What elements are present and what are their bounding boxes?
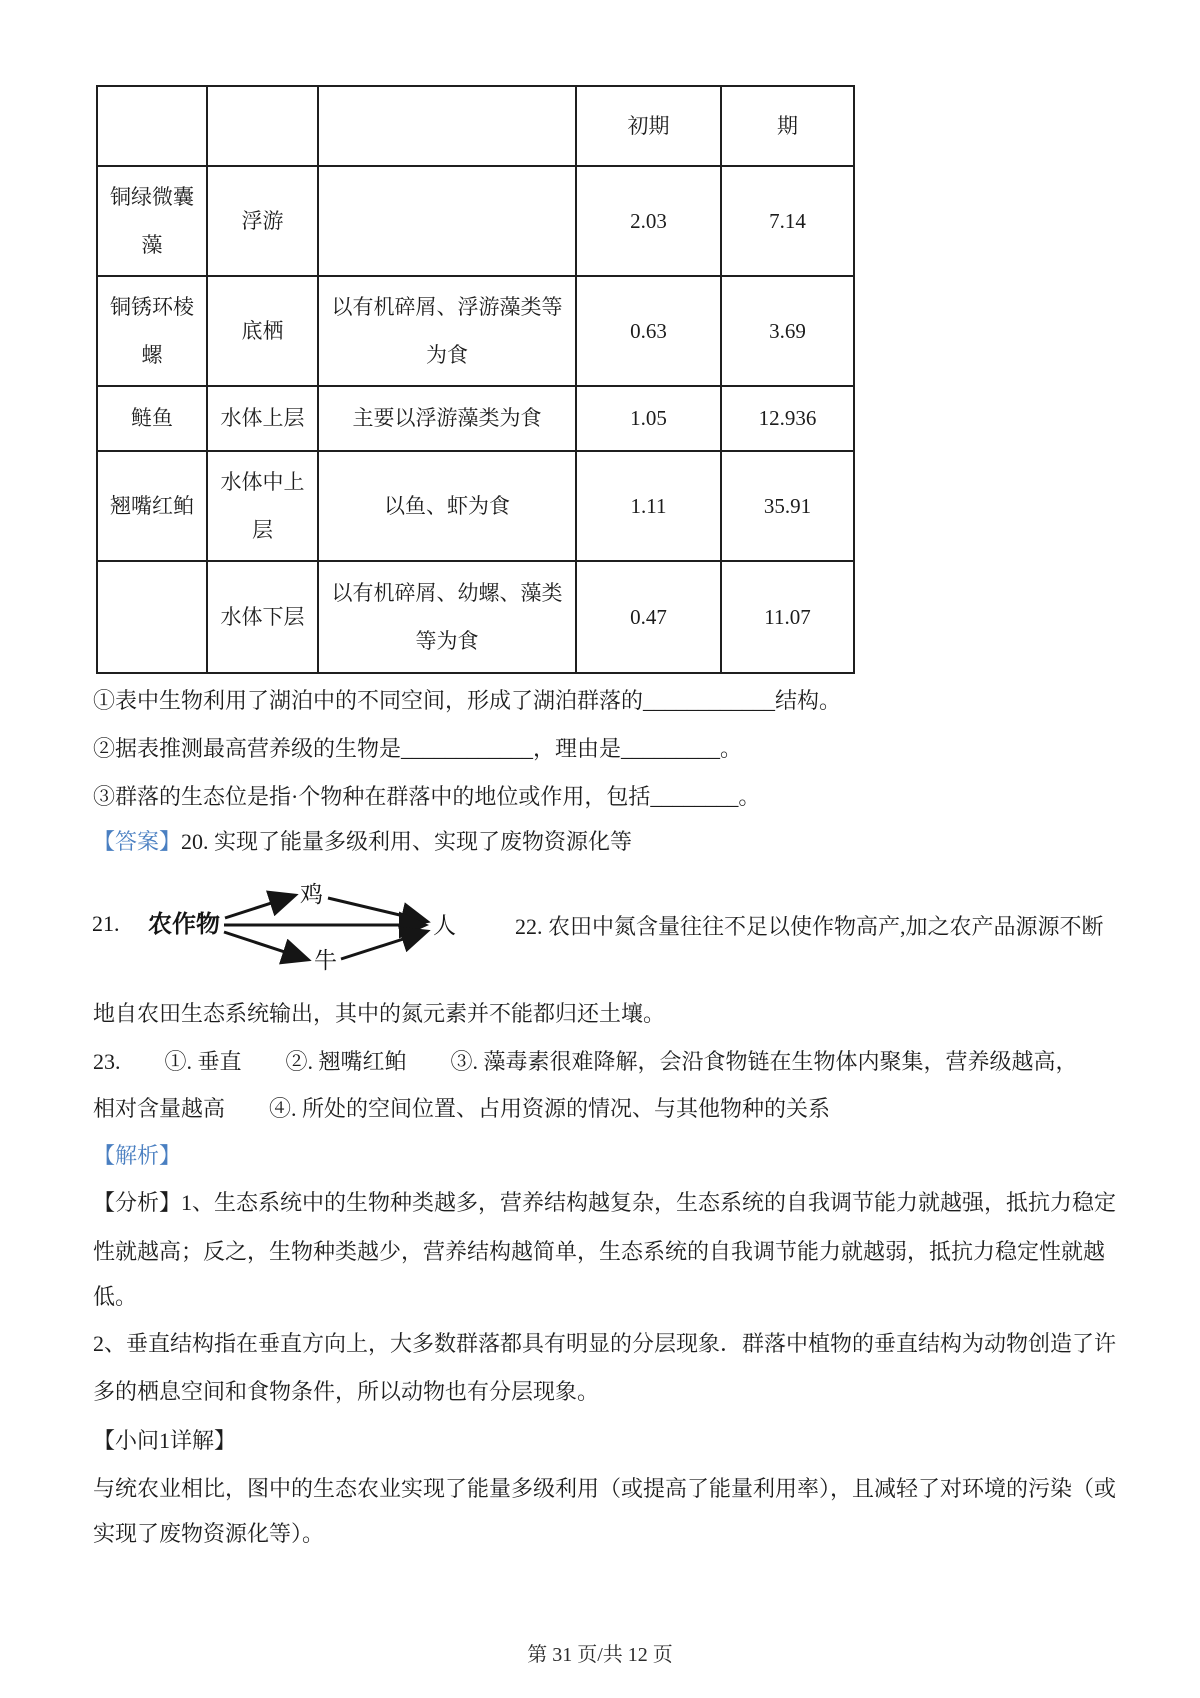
- table-row: [97, 276, 854, 386]
- answer-22-line1: 22. 农田中氮含量往往不足以使作物高产,加之农产品源源不断: [515, 914, 1104, 939]
- arrow-cattle-to-person: [341, 932, 425, 959]
- diagram-node-crop: 农作物: [148, 912, 220, 938]
- table-cell: 1.05: [576, 386, 721, 451]
- table-cell: 2.03: [576, 166, 721, 276]
- table-cell: 7.14: [721, 166, 854, 276]
- answer-20-line: [93, 827, 632, 857]
- table-row: [97, 451, 854, 561]
- table-cell: 水体中上层: [207, 451, 318, 561]
- table-cell: 以有机碎屑、幼螺、藻类等为食: [318, 561, 576, 673]
- arrow-crop-to-chicken: [225, 896, 293, 918]
- table-cell: 12.936: [721, 386, 854, 451]
- answer-23-line2: 相对含量越高 ④. 所处的空间位置、占用资源的情况、与其他物种的关系: [93, 1096, 831, 1121]
- table-cell: 水体下层: [207, 561, 318, 673]
- table-row: [97, 166, 854, 276]
- table-cell: 0.47: [576, 561, 721, 673]
- answer-22-line2: 地自农田生态系统输出，其中的氮元素并不能都归还土壤。: [93, 1001, 666, 1026]
- table-cell: 鲢鱼: [97, 386, 207, 451]
- table-cell: 3.69: [721, 276, 854, 386]
- subquestion1-detail-line2: 实现了废物资源化等）。: [93, 1521, 325, 1546]
- arrow-chicken-to-person: [328, 898, 425, 921]
- table-header-cell: [207, 86, 318, 166]
- table-cell: 翘嘴红鲌: [97, 451, 207, 561]
- table-cell: 以鱼、虾为食: [318, 451, 576, 561]
- species-table: [96, 85, 855, 674]
- analysis-line-2: 性就越高；反之，生物种类越少，营养结构越简单，生态系统的自我调节能力就越弱，抵抗力稳定性就越: [93, 1239, 1106, 1264]
- question-blank-3: ③群落的生态位是指·个物种在群落中的地位或作用，包括________。: [93, 784, 761, 809]
- table-cell: 11.07: [721, 561, 854, 673]
- table-header-cell: 期: [721, 86, 854, 166]
- foodweb-diagram: [90, 868, 510, 988]
- table-cell: [97, 561, 207, 673]
- analysis-line-1: 【分析】1、生态系统中的生物种类越多，营养结构越复杂，生态系统的自我调节能力就越强，抵抗力稳定: [93, 1190, 1117, 1215]
- question-blank-1: ①表中生物利用了湖泊中的不同空间，形成了湖泊群落的____________结构。: [93, 688, 842, 713]
- table-cell: 铜锈环棱螺: [97, 276, 207, 386]
- subquestion1-detail-label: 【小问1详解】: [93, 1428, 237, 1453]
- table-cell: 水体上层: [207, 386, 318, 451]
- subquestion1-detail-line1: 与统农业相比，图中的生态农业实现了能量多级利用（或提高了能量利用率），且减轻了对环境的污染（或: [93, 1476, 1117, 1501]
- analysis-label: 【解析】: [93, 1143, 182, 1168]
- table-header-cell: [318, 86, 576, 166]
- table-cell: 底栖: [207, 276, 318, 386]
- page-number-footer: 第 31 页/共 12 页: [527, 1644, 673, 1666]
- answer-label: 【答案】: [93, 829, 182, 854]
- table-row: [97, 561, 854, 673]
- answer-23-line1: 23. ①. 垂直 ②. 翘嘴红鲌 ③. 藻毒素很难降解，会沿食物链在生物体内聚集，营养级越高，: [93, 1049, 1078, 1074]
- table-cell: 浮游: [207, 166, 318, 276]
- arrow-crop-to-cattle: [224, 932, 306, 959]
- answer-20-text: 20. 实现了能量多级利用、实现了废物资源化等: [181, 829, 633, 854]
- diagram-node-chicken: 鸡: [300, 882, 323, 907]
- table-header-cell: 初期: [576, 86, 721, 166]
- table-header-row: [97, 86, 854, 166]
- answer-21-number: 21.: [92, 911, 120, 936]
- table-cell: 1.11: [576, 451, 721, 561]
- table-cell: 铜绿微囊藻: [97, 166, 207, 276]
- diagram-node-person: 人: [433, 913, 456, 938]
- analysis-line-4: 2、垂直结构指在垂直方向上，大多数群落都具有明显的分层现象．群落中植物的垂直结构为动物创造了许: [93, 1331, 1117, 1356]
- table-cell: [318, 166, 576, 276]
- table-row: [97, 386, 854, 451]
- table-cell: 主要以浮游藻类为食: [318, 386, 576, 451]
- analysis-line-3: 低。: [93, 1284, 138, 1309]
- table-cell: 0.63: [576, 276, 721, 386]
- diagram-node-cattle: 牛: [314, 948, 337, 973]
- question-blank-2: ②据表推测最高营养级的生物是____________，理由是_________。: [93, 736, 743, 761]
- table-cell: 35.91: [721, 451, 854, 561]
- table-header-cell: [97, 86, 207, 166]
- analysis-line-5: 多的栖息空间和食物条件，所以动物也有分层现象。: [93, 1379, 600, 1404]
- table-cell: 以有机碎屑、浮游藻类等为食: [318, 276, 576, 386]
